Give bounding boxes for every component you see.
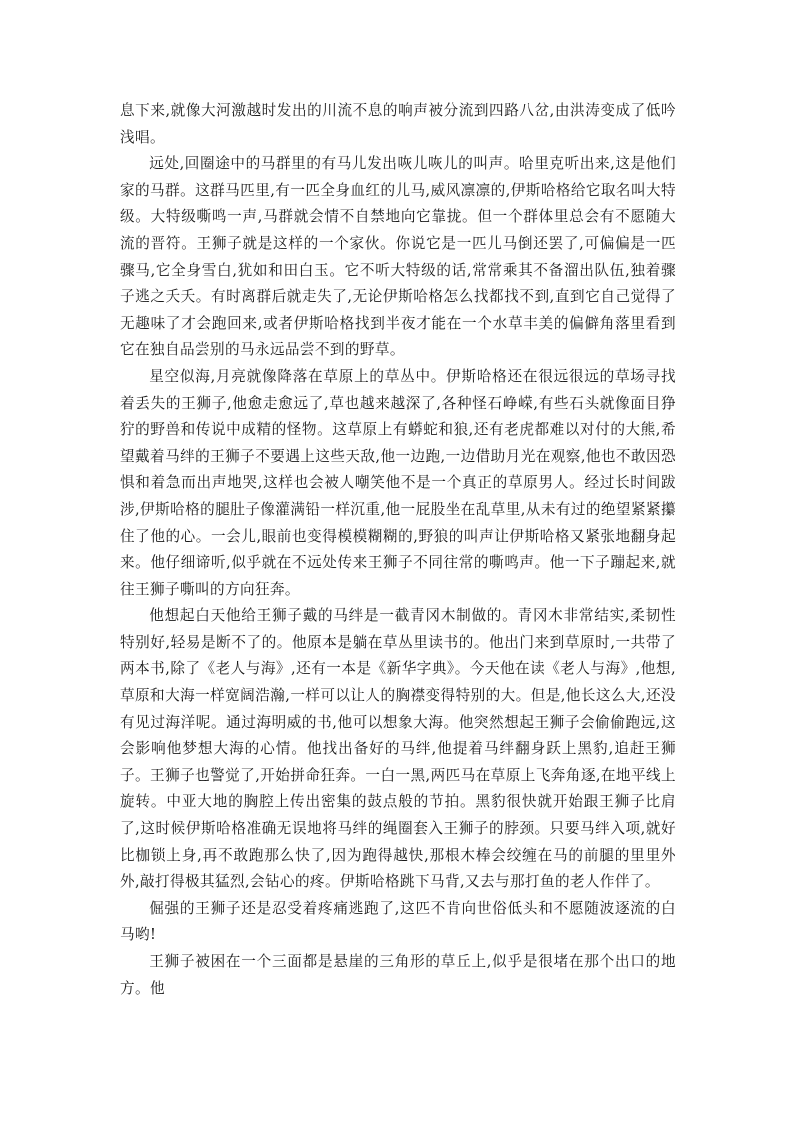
- paragraph-continuation: 息下来,就像大河激越时发出的川流不息的响声被分流到四路八岔,由洪涛变成了低吟浅唱。: [120, 102, 676, 146]
- paragraph-night-search: 星空似海,月亮就像降落在草原上的草丛中。伊斯哈格还在很远很远的草场寻找着丢失的王狮子,他愈走愈远了,草也越来越深了,各种怪石峥嵘,有些石头就像面目狰狞的野兽和传说中成精的怪物。这草原上有蟒蛇和狼,还有老虎都难以对付的大熊,希望戴着马绊的王狮子不要遇上这些天敌,他一边跑,一边借助月光在观察,他也不敢因恐惧和着急而出声地哭,这样也会被人嘲笑他不是一个真正的草原男人。经过长时间跋涉,伊斯哈格的腿肚子像灌满铅一样沉重,他一屁股坐在乱草里,从未有过的绝望紧紧攥住了他的心。一会儿,眼前也变得模模糊糊的,野狼的叫声让伊斯哈格又紧张地翻身起来。他仔细谛听,似乎就在不远处传来王狮子不同往常的嘶鸣声。他一下子蹦起来,就往王狮子嘶叫的方向狂奔。: [120, 367, 676, 598]
- paragraph-trapped: 王狮子被困在一个三面都是悬崖的三角形的草丘上,似乎是很堵在那个出口的地方。他: [120, 953, 676, 997]
- paragraph-escape: 倔强的王狮子还是忍受着疼痛逃跑了,这匹不肯向世俗低头和不愿随波逐流的白马哟!: [120, 899, 676, 944]
- paragraph-hobble-memory: 他想起白天他给王狮子戴的马绊是一截青冈木制做的。青冈木非常结实,柔韧性特别好,轻易是断不了的。他原本是躺在草丛里读书的。他出门来到草原时,一共带了两本书,除了《老人与海》,还有一本是《新华字典》。今天他在读《老人与海》,他想,草原和大海一样宽阔浩瀚,一样可以让人的胸襟变得特别的大。但是,他长这么大,还没有见过海洋呢。通过海明威的书,他可以想象大海。他突然想起王狮子会偷偷跑远,这会影响他梦想大海的心情。他找出备好的马绊,他提着马绊翻身跃上黑豹,追赶王狮子。王狮子也警觉了,开始拼命狂奔。一白一黑,两匹马在草原上飞奔角逐,在地平线上旋转。中亚大地的胸腔上传出密集的鼓点般的节拍。黑豹很快就开始跟王狮子比肩了,这时候伊斯哈格准确无误地将马绊的绳圈套入王狮子的脖颈。只要马绊入项,就好比枷锁上身,再不敢跑那么快了,因为跑得越快,那根木棒会绞缠在马的前腿的里里外外,敲打得极其猛烈,会钻心的疼。伊斯哈格跳下马背,又去与那打鱼的老人作伴了。: [120, 607, 676, 891]
- paragraph-horse-herd: 远处,回圈途中的马群里的有马儿发出咴儿咴儿的叫声。哈里克听出来,这是他们家的马群。这群马匹里,有一匹全身血红的儿马,威风凛凛的,伊斯哈格给它取名叫大特级。大特级嘶鸣一声,马群就会情不自禁地向它靠拢。但一个群体里总会有不愿随大流的晋符。王狮子就是这样的一个家伙。你说它是一匹儿马倒还罢了,可偏偏是一匹骤马,它全身雪白,犹如和田白玉。它不听大特级的话,常常乘其不备溜出队伍,独着骤子逃之夭夭。有时离群后就走失了,无论伊斯哈格怎么找都找不到,直到它自己觉得了无趣味了才会跑回来,或者伊斯哈格找到半夜才能在一个水草丰美的偏僻角落里看到它在独自品尝别的马永远品尝不到的野草。: [120, 155, 676, 359]
- article-body: [120, 98, 676, 1002]
